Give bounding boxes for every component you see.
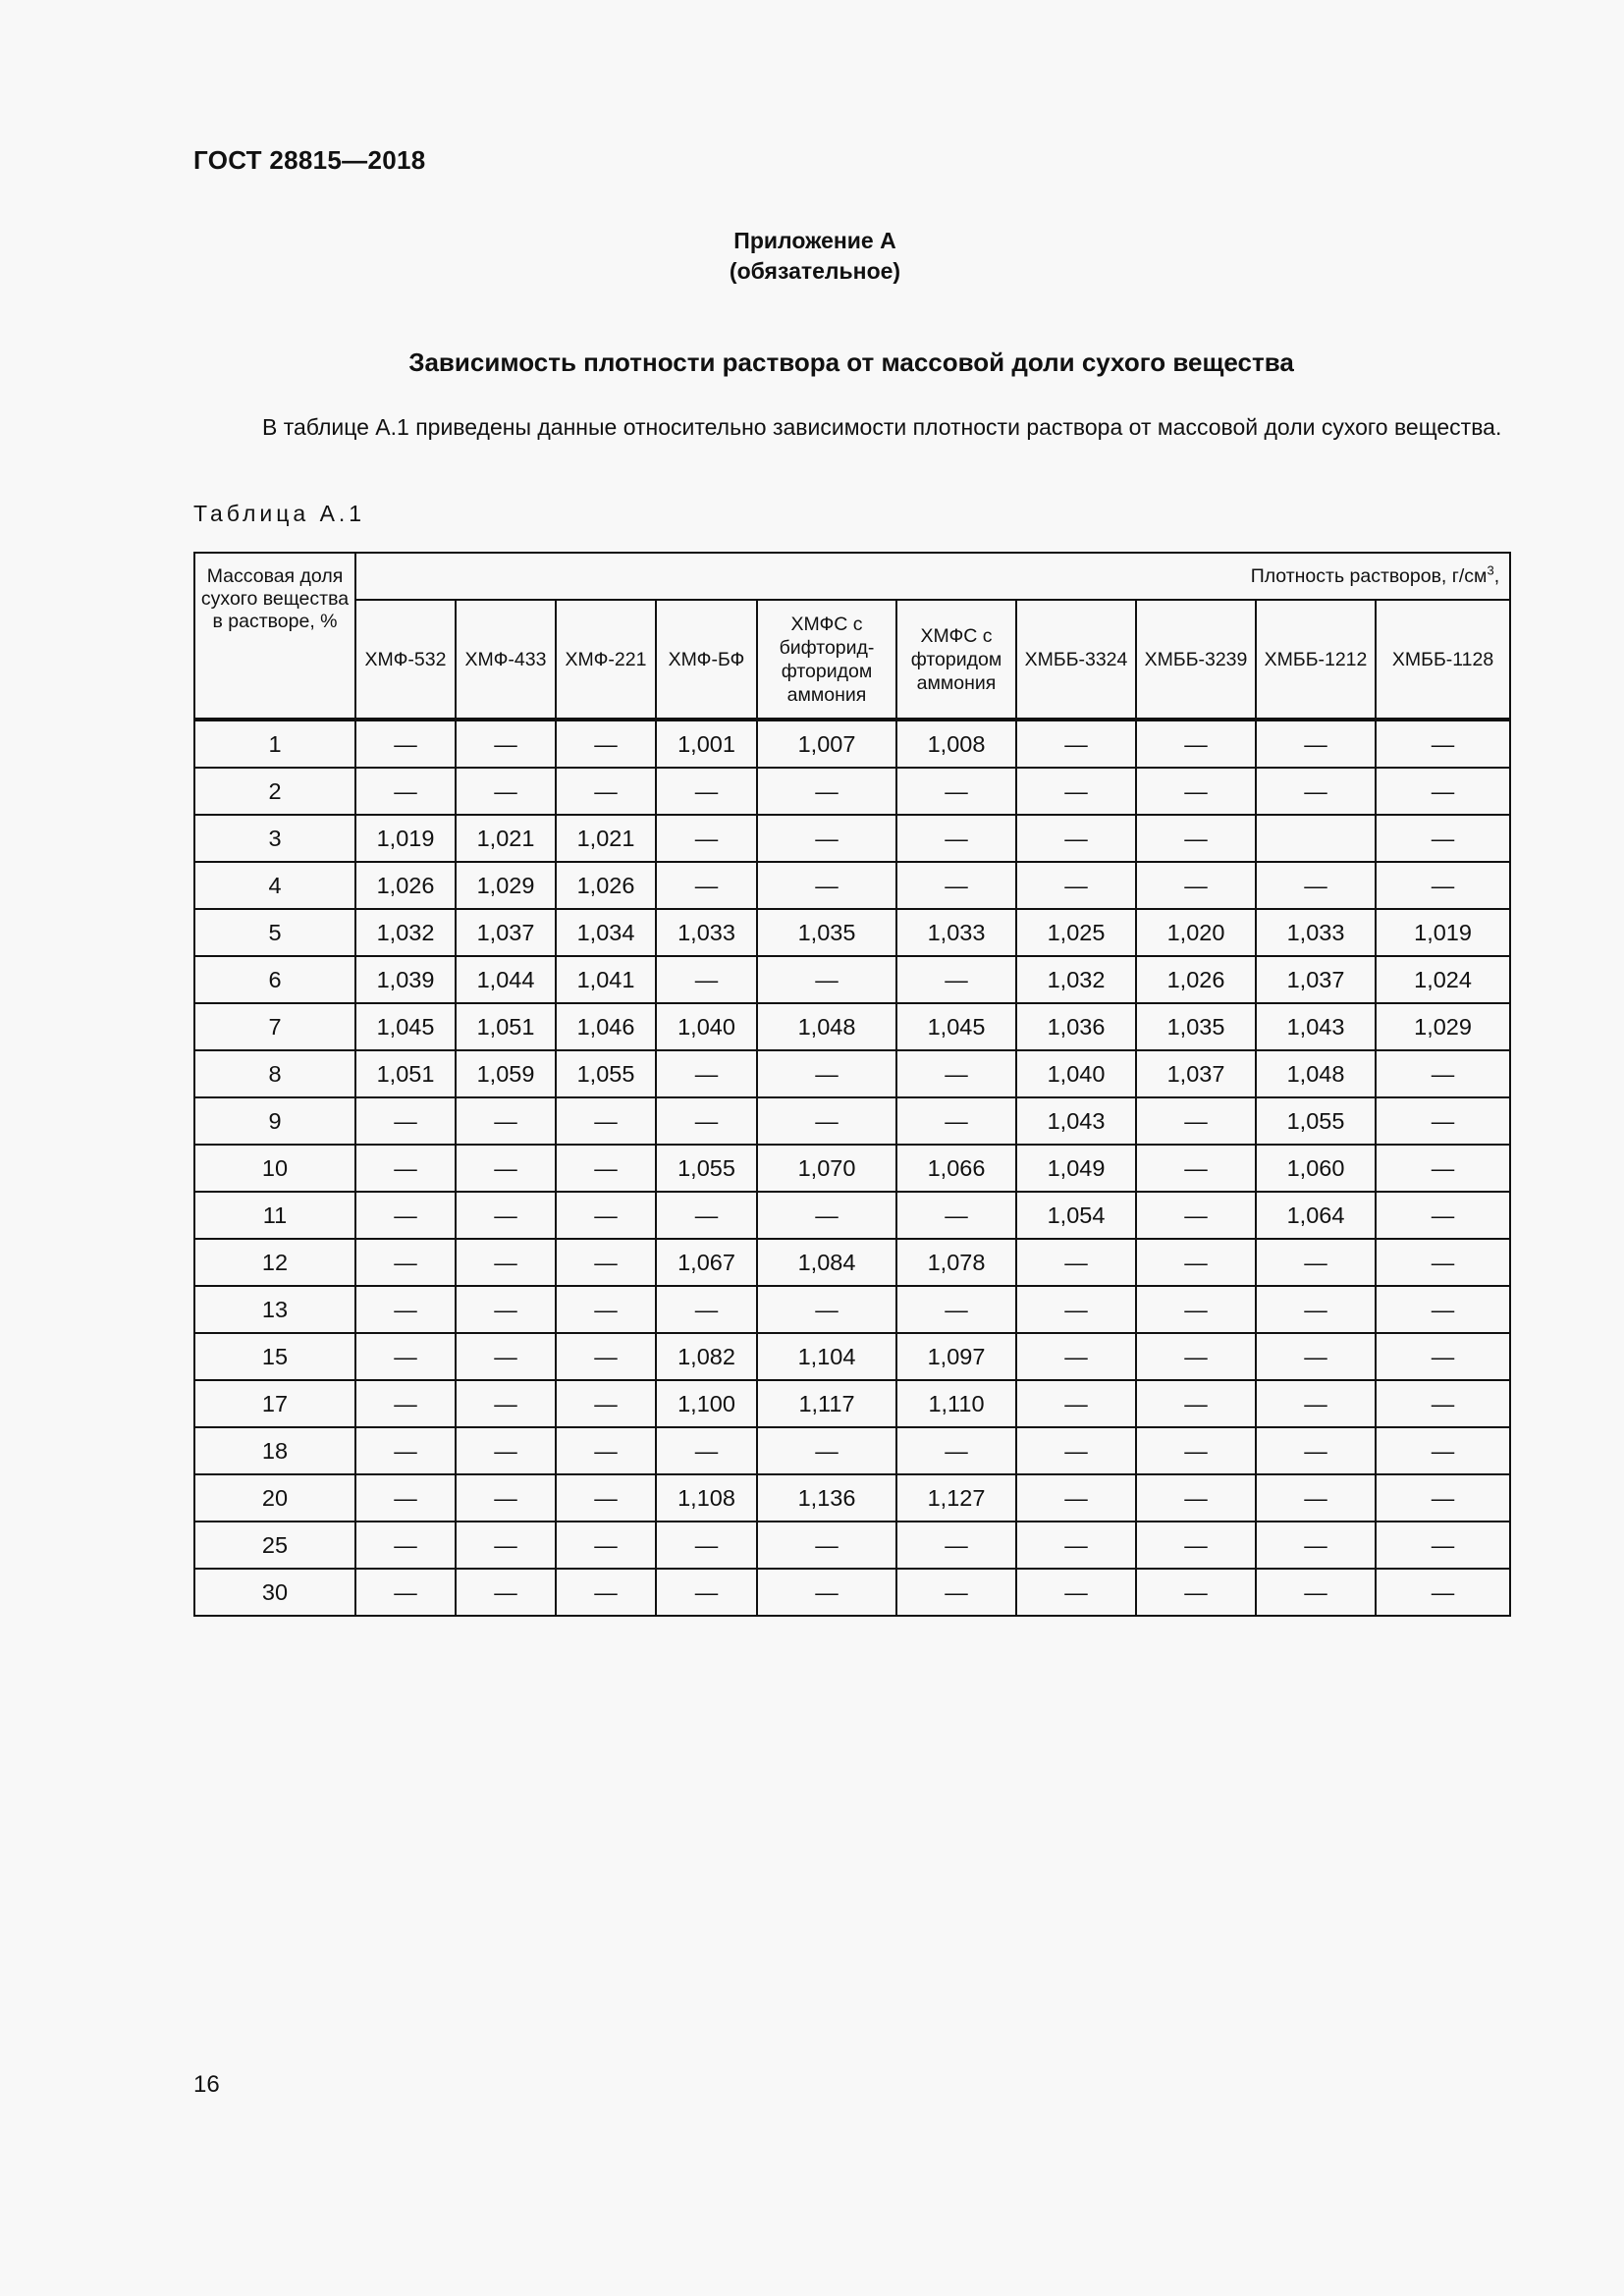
column-header: ХМФ-532 [355,600,456,720]
value-cell: — [656,1192,757,1239]
value-cell: — [1376,1569,1510,1616]
value-cell: — [1136,720,1256,768]
value-cell: — [456,1474,556,1522]
table-row [194,1097,1510,1145]
value-cell: 1,037 [1256,956,1376,1003]
row-key-cell: 20 [194,1474,355,1522]
table-row [194,1522,1510,1569]
value-cell: 1,039 [355,956,456,1003]
value-cell: — [1016,1522,1136,1569]
value-cell: 1,029 [1376,1003,1510,1050]
value-cell: — [1016,1427,1136,1474]
value-cell: 1,026 [556,862,656,909]
value-cell: — [1136,862,1256,909]
density-table [193,552,1511,1617]
group-header-unit-exponent: 3 [1487,562,1494,577]
value-cell: — [656,768,757,815]
value-cell: 1,043 [1016,1097,1136,1145]
column-header: ХМББ-1128 [1376,600,1510,720]
value-cell: — [355,1145,456,1192]
value-cell: — [456,768,556,815]
value-cell: — [1136,768,1256,815]
value-cell: — [757,1097,896,1145]
value-cell: — [556,1097,656,1145]
value-cell: — [1136,1333,1256,1380]
value-cell: 1,021 [556,815,656,862]
value-cell: 1,037 [456,909,556,956]
value-cell: — [1256,1474,1376,1522]
value-cell: — [355,720,456,768]
value-cell: 1,064 [1256,1192,1376,1239]
value-cell: 1,041 [556,956,656,1003]
group-header-cell [355,553,1510,600]
value-cell: — [355,1569,456,1616]
value-cell: — [1136,1192,1256,1239]
value-cell: — [355,1380,456,1427]
value-cell: 1,026 [355,862,456,909]
value-cell: — [355,1239,456,1286]
value-cell: — [1136,1474,1256,1522]
value-cell: — [1376,1333,1510,1380]
column-header: ХМФС с фторидом аммония [896,600,1016,720]
value-cell: — [1256,1569,1376,1616]
value-cell: 1,025 [1016,909,1136,956]
column-header: ХМФС с бифторид-фторидом аммония [757,600,896,720]
table-row [194,1427,1510,1474]
value-cell: — [1016,1380,1136,1427]
table-row [194,1050,1510,1097]
column-header: ХМФ-БФ [656,600,757,720]
value-cell: 1,036 [1016,1003,1136,1050]
value-cell: — [656,1050,757,1097]
value-cell [1256,815,1376,862]
value-cell: 1,055 [656,1145,757,1192]
value-cell: 1,048 [1256,1050,1376,1097]
value-cell: 1,024 [1376,956,1510,1003]
value-cell: 1,020 [1136,909,1256,956]
value-cell: 1,084 [757,1239,896,1286]
value-cell: 1,043 [1256,1003,1376,1050]
value-cell: — [656,862,757,909]
value-cell: — [1136,1569,1256,1616]
value-cell: — [896,956,1016,1003]
value-cell: — [355,1333,456,1380]
value-cell: — [456,1097,556,1145]
value-cell: — [1016,1569,1136,1616]
row-key-cell: 9 [194,1097,355,1145]
value-cell: — [1376,1522,1510,1569]
table-row [194,1474,1510,1522]
value-cell: 1,082 [656,1333,757,1380]
value-cell: 1,034 [556,909,656,956]
table-row [194,956,1510,1003]
value-cell: — [456,1569,556,1616]
value-cell: — [556,1474,656,1522]
value-cell: — [456,1145,556,1192]
value-cell: 1,037 [1136,1050,1256,1097]
value-cell: — [1376,1474,1510,1522]
table-row [194,909,1510,956]
value-cell: — [355,1427,456,1474]
row-header-cell [194,553,355,720]
value-cell: — [1376,862,1510,909]
value-cell: — [1136,1145,1256,1192]
value-cell: — [656,1522,757,1569]
row-key-cell: 12 [194,1239,355,1286]
value-cell: — [1016,720,1136,768]
value-cell: 1,100 [656,1380,757,1427]
row-key-cell: 15 [194,1333,355,1380]
row-key-cell: 8 [194,1050,355,1097]
column-header: ХМФ-433 [456,600,556,720]
value-cell: — [896,1522,1016,1569]
value-cell: 1,104 [757,1333,896,1380]
value-cell: 1,033 [896,909,1016,956]
value-cell: — [1136,1286,1256,1333]
value-cell: 1,007 [757,720,896,768]
value-cell: — [757,956,896,1003]
value-cell: — [1376,1427,1510,1474]
appendix-heading [0,226,1624,287]
value-cell: — [1376,1239,1510,1286]
row-key-cell: 18 [194,1427,355,1474]
value-cell: 1,032 [355,909,456,956]
value-cell: — [355,768,456,815]
value-cell: — [896,815,1016,862]
value-cell: — [1376,768,1510,815]
value-cell: — [1256,862,1376,909]
row-key-cell: 5 [194,909,355,956]
value-cell: — [1016,862,1136,909]
value-cell: 1,046 [556,1003,656,1050]
value-cell: 1,040 [1016,1050,1136,1097]
value-cell: — [1256,1239,1376,1286]
value-cell: — [355,1474,456,1522]
value-cell: 1,048 [757,1003,896,1050]
appendix-title: Приложение А [733,228,896,253]
value-cell: — [896,862,1016,909]
value-cell: — [355,1097,456,1145]
table-row [194,1569,1510,1616]
group-header-tail: , [1493,564,1500,587]
value-cell: 1,067 [656,1239,757,1286]
value-cell: — [1376,1380,1510,1427]
value-cell: 1,054 [1016,1192,1136,1239]
value-cell: — [1256,1333,1376,1380]
value-cell: — [456,1380,556,1427]
value-cell: — [896,1050,1016,1097]
row-key-cell: 10 [194,1145,355,1192]
value-cell: 1,035 [1136,1003,1256,1050]
value-cell: — [1256,1380,1376,1427]
value-cell: — [896,1427,1016,1474]
value-cell: — [896,1097,1016,1145]
value-cell: 1,117 [757,1380,896,1427]
column-header: ХМББ-1212 [1256,600,1376,720]
value-cell: — [656,815,757,862]
value-cell: — [1136,1097,1256,1145]
value-cell: — [896,1192,1016,1239]
document-code: ГОСТ 28815—2018 [193,145,426,175]
value-cell: — [896,1569,1016,1616]
value-cell: — [1016,1474,1136,1522]
value-cell: — [1136,1427,1256,1474]
value-cell: 1,045 [896,1003,1016,1050]
value-cell: — [757,1192,896,1239]
value-cell: 1,051 [456,1003,556,1050]
value-cell: 1,021 [456,815,556,862]
value-cell: — [1376,1050,1510,1097]
density-table-container [193,552,1509,1617]
value-cell: — [355,1192,456,1239]
row-key-cell: 13 [194,1286,355,1333]
value-cell: 1,029 [456,862,556,909]
appendix-status: (обязательное) [729,258,901,284]
value-cell: 1,049 [1016,1145,1136,1192]
value-cell: 1,060 [1256,1145,1376,1192]
value-cell: — [456,1192,556,1239]
value-cell: — [757,815,896,862]
value-cell: 1,110 [896,1380,1016,1427]
value-cell: 1,108 [656,1474,757,1522]
value-cell: — [1016,1286,1136,1333]
value-cell: — [757,862,896,909]
value-cell: — [1376,1286,1510,1333]
value-cell: 1,078 [896,1239,1016,1286]
value-cell: — [1016,1239,1136,1286]
table-row [194,1380,1510,1427]
row-key-cell: 25 [194,1522,355,1569]
column-header: ХМФ-221 [556,600,656,720]
value-cell: — [556,1333,656,1380]
table-row [194,1333,1510,1380]
table-row [194,1145,1510,1192]
value-cell: 1,045 [355,1003,456,1050]
value-cell: 1,026 [1136,956,1256,1003]
table-row [194,768,1510,815]
page-number: 16 [193,2071,220,2098]
value-cell: — [1376,720,1510,768]
value-cell: 1,136 [757,1474,896,1522]
value-cell: — [1016,1333,1136,1380]
value-cell: — [456,720,556,768]
value-cell: — [656,1569,757,1616]
value-cell: — [757,1050,896,1097]
table-row [194,1192,1510,1239]
value-cell: 1,032 [1016,956,1136,1003]
value-cell: — [1256,1286,1376,1333]
value-cell: — [355,1522,456,1569]
value-cell: 1,127 [896,1474,1016,1522]
section-title: Зависимость плотности раствора от массовой доли сухого вещества [408,347,1294,377]
table-row [194,1003,1510,1050]
value-cell: — [1376,1192,1510,1239]
value-cell: — [757,1522,896,1569]
row-key-cell: 6 [194,956,355,1003]
value-cell: — [656,1286,757,1333]
value-cell: 1,051 [355,1050,456,1097]
value-cell: — [556,1286,656,1333]
column-header-row [194,600,1510,720]
value-cell: — [656,1097,757,1145]
value-cell: — [1136,815,1256,862]
value-cell: 1,033 [656,909,757,956]
value-cell: — [656,1427,757,1474]
value-cell: — [556,1145,656,1192]
value-cell: — [656,956,757,1003]
value-cell: — [1136,1380,1256,1427]
value-cell: — [757,768,896,815]
value-cell: — [556,720,656,768]
table-row [194,720,1510,768]
value-cell: — [1376,1145,1510,1192]
value-cell: — [556,1569,656,1616]
value-cell: — [896,1286,1016,1333]
group-header-label: Плотность растворов, г/см [1250,564,1488,587]
row-key-cell: 3 [194,815,355,862]
value-cell: — [556,1239,656,1286]
value-cell: 1,055 [556,1050,656,1097]
value-cell: — [1256,768,1376,815]
value-cell: 1,070 [757,1145,896,1192]
value-cell: — [1256,1427,1376,1474]
row-header-label: Массовая доля сухого вещества в растворе, % [200,565,350,632]
table-caption: Таблица А.1 [193,501,366,526]
column-header: ХМББ-3239 [1136,600,1256,720]
value-cell: 1,097 [896,1333,1016,1380]
value-cell: — [556,1427,656,1474]
value-cell: — [1376,815,1510,862]
value-cell: — [1016,768,1136,815]
value-cell: — [1136,1522,1256,1569]
table-row [194,1239,1510,1286]
table-body [194,720,1510,1616]
value-cell: 1,040 [656,1003,757,1050]
row-key-cell: 4 [194,862,355,909]
table-row [194,815,1510,862]
value-cell: 1,059 [456,1050,556,1097]
value-cell: 1,019 [1376,909,1510,956]
row-key-cell: 2 [194,768,355,815]
value-cell: — [1016,815,1136,862]
value-cell: — [1256,720,1376,768]
row-key-cell: 1 [194,720,355,768]
value-cell: — [757,1427,896,1474]
row-key-cell: 30 [194,1569,355,1616]
value-cell: — [456,1427,556,1474]
row-key-cell: 7 [194,1003,355,1050]
value-cell: 1,001 [656,720,757,768]
value-cell: — [757,1569,896,1616]
value-cell: 1,033 [1256,909,1376,956]
value-cell: — [556,1192,656,1239]
value-cell: — [456,1522,556,1569]
value-cell: 1,055 [1256,1097,1376,1145]
value-cell: — [456,1286,556,1333]
row-key-cell: 17 [194,1380,355,1427]
table-row [194,1286,1510,1333]
column-header: ХМББ-3324 [1016,600,1136,720]
value-cell: 1,008 [896,720,1016,768]
value-cell: — [1256,1522,1376,1569]
value-cell: — [1136,1239,1256,1286]
table-row [194,862,1510,909]
value-cell: 1,066 [896,1145,1016,1192]
value-cell: — [456,1333,556,1380]
intro-paragraph: В таблице А.1 приведены данные относительно зависимости плотности раствора от массовой доли сухого вещества. [262,414,1502,440]
value-cell: 1,019 [355,815,456,862]
value-cell: — [556,768,656,815]
value-cell: — [556,1380,656,1427]
value-cell: — [355,1286,456,1333]
value-cell: — [1376,1097,1510,1145]
row-key-cell: 11 [194,1192,355,1239]
value-cell: — [757,1286,896,1333]
value-cell: — [896,768,1016,815]
value-cell: — [556,1522,656,1569]
value-cell: 1,044 [456,956,556,1003]
value-cell: — [456,1239,556,1286]
value-cell: 1,035 [757,909,896,956]
